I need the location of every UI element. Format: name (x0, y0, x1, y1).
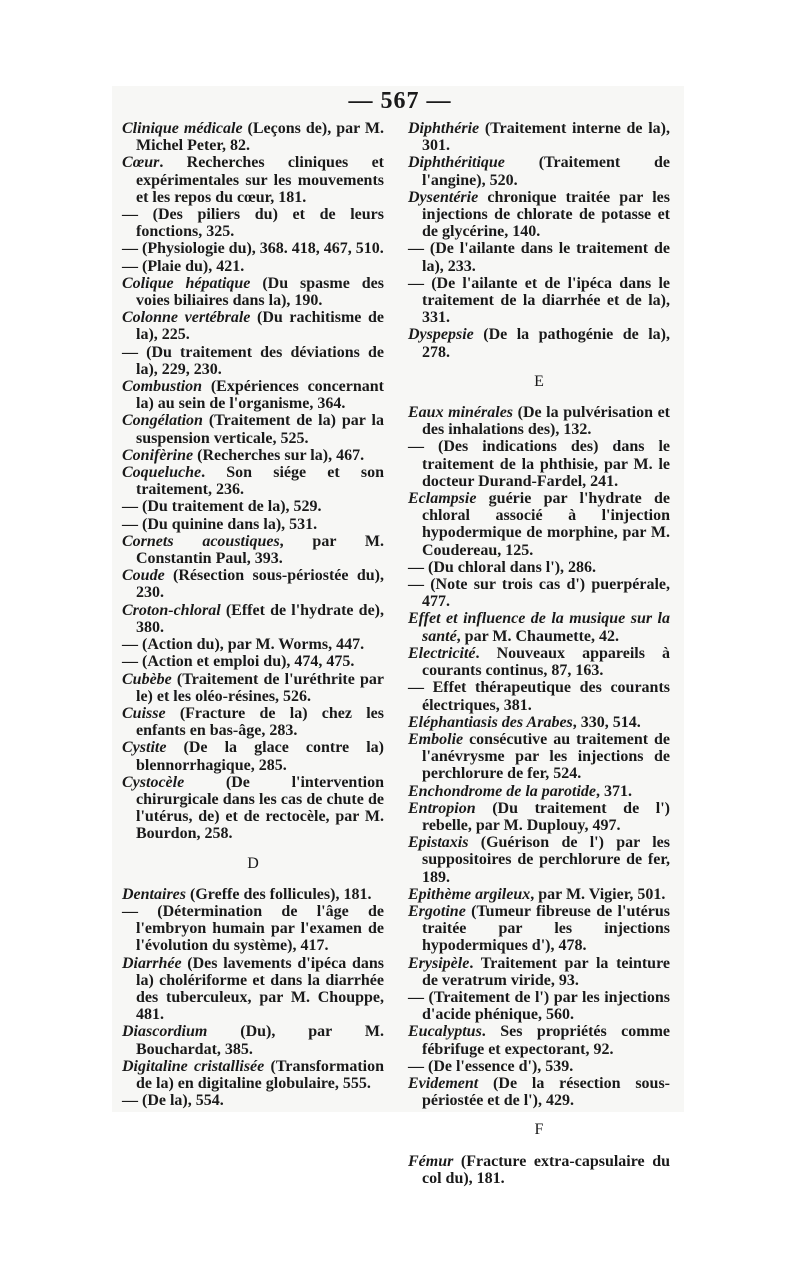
index-text: (Traitement de la) par la suspension verticale, 525. (136, 412, 384, 447)
index-text: (Transformation de la) en digitaline globulaire, 555. (136, 1057, 384, 1092)
index-entry (122, 1023, 384, 1057)
index-text: — (Physiologie du), 368. 418, 467, 510. (122, 240, 384, 258)
index-text: (Du), par M. Bouchardat, 385. (136, 1023, 384, 1058)
index-entry (408, 189, 670, 241)
left-column (122, 120, 384, 1109)
index-entry (122, 516, 384, 533)
index-text: guérie par l'hydrate de chloral associé à l'injection hypodermique de morphine, par M. Coudereau, 125. (422, 490, 670, 559)
index-text: , par M. Chaumette, 42. (456, 627, 620, 645)
index-entry (408, 120, 670, 154)
index-term: Eucalyptus (408, 1023, 482, 1041)
index-text: — (De l'ailante dans le traitement de la), 233. (408, 240, 670, 275)
index-text: — (Plaie du), 421. (122, 257, 245, 275)
index-entry (122, 120, 384, 154)
index-entry (408, 955, 670, 989)
index-entry (122, 602, 384, 636)
index-text: . Son siége et son traitement, 236. (136, 464, 384, 499)
right-column (408, 120, 670, 1187)
index-entry (122, 1058, 384, 1092)
index-entry (408, 438, 670, 490)
index-term: Entropion (408, 799, 476, 817)
index-entry (122, 412, 384, 446)
index-entry (408, 714, 670, 731)
index-text: — (Action du), par M. Worms, 447. (122, 636, 365, 654)
index-text: — (Action et emploi du), 474, 475. (122, 653, 355, 671)
index-term: Congélation (122, 412, 203, 430)
index-entry (408, 404, 670, 438)
index-entry (122, 258, 384, 275)
entries-letter-c (122, 120, 384, 843)
index-term: Eaux minérales (408, 404, 514, 422)
index-text: — (De l'ailante et de l'ipéca dans le traitement de la diarrhée et de la), 331. (408, 274, 670, 327)
index-text: — (Du quinine dans la), 531. (122, 515, 318, 533)
index-term: Diphthérie (408, 120, 480, 137)
index-entry (122, 739, 384, 773)
index-text: . Ses propriétés comme fébrifuge et expectorant, 92. (422, 1023, 670, 1058)
index-text: , par M. Vigier, 501. (530, 885, 666, 903)
index-term: Epistaxis (408, 834, 469, 852)
index-entry (408, 559, 670, 576)
index-term: Fémur (408, 1152, 454, 1170)
index-entry (122, 774, 384, 843)
index-term: Erysipèle (408, 954, 470, 972)
index-text: (Des lavements d'ipéca dans la) cholériforme et dans la diarrhée des tuberculeux, par M. Chouppe, 481. (136, 954, 384, 1024)
index-term: Epithème argileux (408, 885, 531, 903)
index-entry (408, 154, 670, 188)
index-entry (408, 886, 670, 903)
index-entry (122, 447, 384, 464)
index-term: Evidement (408, 1074, 479, 1092)
index-text: , 371. (596, 782, 633, 800)
index-entry (122, 275, 384, 309)
index-entry (122, 886, 384, 903)
index-text: (Traitement de l'angine), 520. (422, 154, 670, 189)
index-term: Colonne vertébrale (122, 309, 251, 327)
index-text: — (Traitement de l') par les injections d'acide phénique, 560. (408, 988, 670, 1024)
index-text: (Résection sous-périostée du), 230. (136, 567, 384, 602)
index-text: — (Note sur trois cas d') puerpérale, 477. (408, 576, 670, 611)
index-entry (408, 834, 670, 886)
index-entry (122, 903, 384, 955)
index-text: — Effet thérapeutique des courants électriques, 381. (408, 679, 670, 714)
index-entry (408, 610, 670, 644)
index-term: Effet et influence de la musique sur la santé (408, 610, 670, 645)
section-letter-e: E (534, 372, 544, 390)
index-entry (408, 783, 670, 800)
index-term: Cœur (122, 154, 160, 172)
index-entry (408, 1075, 670, 1109)
index-term: Conifèrine (122, 446, 194, 464)
index-text: (De la résection sous-périostée et de l'), 429. (422, 1074, 670, 1110)
index-text: — (De la), 554. (122, 1092, 224, 1110)
index-term: Diascordium (122, 1023, 208, 1041)
index-text: (Effet de l'hydrate de), 380. (136, 601, 384, 636)
index-text: (De l'intervention chirurgicale dans les cas de chute de l'utérus, de) et de rectocèle, par M. Bourdon, 258. (136, 773, 384, 843)
index-entry (122, 498, 384, 515)
index-text: consécutive au traitement de l'anévrysme par les injections de perchlorure de fer, 524. (422, 730, 670, 783)
index-entry (122, 154, 384, 206)
index-entry (408, 679, 670, 713)
index-text: . Recherches cliniques et expérimentales sur les mouvements et les repos du cœur, 181. (136, 154, 384, 206)
entries-letter-d (122, 886, 384, 1110)
index-entry (408, 1058, 670, 1075)
index-text: (De la pulvérisation et des inhalations des), 132. (422, 404, 670, 439)
index-text: (Du traitement de l') rebelle, par M. Duplouy, 497. (422, 799, 670, 834)
index-term: Cubèbe (122, 670, 172, 688)
index-entry (122, 1092, 384, 1109)
index-text: . Traitement par la teinture de veratrum viride, 93. (422, 954, 670, 989)
index-text: (Fracture de la) chez les enfants en bas-âge, 283. (136, 704, 384, 740)
index-entry (122, 671, 384, 705)
index-entry (122, 705, 384, 739)
index-entry (122, 309, 384, 343)
index-entry (122, 653, 384, 670)
index-entry (122, 533, 384, 567)
index-term: Coude (122, 567, 165, 585)
index-text: (De la glace contre la) blennorrhagique, 285. (136, 739, 384, 774)
index-text: . Nouveaux appareils à courants continus, 87, 163. (422, 644, 670, 680)
index-term: Dyspepsie (408, 326, 474, 344)
index-text: — (Détermination de l'âge de l'embryon humain par l'examen de l'évolution du système), 417. (122, 902, 384, 955)
index-entry (408, 326, 670, 360)
index-entry (408, 1153, 670, 1187)
index-entry (408, 989, 670, 1023)
index-term: Diarrhée (122, 954, 182, 972)
index-term: Eclampsie (408, 490, 477, 508)
index-term: Colique hépatique (122, 274, 251, 292)
index-text: , 330, 514. (572, 713, 641, 731)
entries-letter-d-continued (408, 120, 670, 361)
index-entry (408, 731, 670, 783)
index-entry (122, 464, 384, 498)
index-entry (408, 576, 670, 610)
index-term: Cystocèle (122, 773, 185, 791)
index-text: — (Du traitement de la), 529. (122, 498, 322, 516)
index-text: — (Des indications des) dans le traitement de la phthisie, par M. le docteur Durand-Fardel, 241. (408, 438, 670, 490)
index-term: Enchondrome de la parotide (408, 782, 597, 800)
index-term: Embolie (408, 730, 464, 748)
index-text: (Fracture extra-capsulaire du col du), 181. (422, 1152, 670, 1187)
index-text: (Leçons de), par M. Michel Peter, 82. (136, 120, 385, 155)
index-text: (Traitement de l'uréthrite par le) et les oléo-résines, 526. (136, 670, 384, 705)
index-entry (408, 800, 670, 834)
index-term: Diphthéritique (408, 154, 505, 172)
index-text: (Tumeur fibreuse de l'utérus traitée par les injections hypodermiques d'), 478. (422, 902, 670, 955)
index-term: Eléphantiasis des Arabes (408, 713, 573, 731)
index-term: Combustion (122, 378, 203, 396)
index-entry (408, 240, 670, 274)
index-term: Cornets acoustiques (122, 532, 280, 550)
index-entry (122, 240, 384, 257)
index-text: — (Du traitement des déviations de la), 229, 230. (122, 343, 384, 378)
index-text: — (De l'essence d'), 539. (408, 1057, 574, 1075)
index-text: (Greffe des follicules), 181. (186, 885, 372, 903)
index-text: (Expériences concernant la) au sein de l'organisme, 364. (136, 378, 384, 413)
index-text: (Traitement interne de la), 301. (422, 120, 670, 155)
entries-letter-f (408, 1153, 670, 1187)
index-term: Cuisse (122, 704, 166, 722)
index-term: Cystite (122, 739, 167, 757)
index-text: (Guérison de l') par les suppositoires de perchlorure de fer, 189. (422, 834, 670, 886)
index-entry (408, 490, 670, 559)
entries-letter-e (408, 404, 670, 1109)
index-term: Croton-chloral (122, 601, 221, 619)
index-text: (De la pathogénie de la), 278. (422, 326, 670, 361)
index-entry (122, 378, 384, 412)
index-term: Digitaline cristallisée (122, 1057, 265, 1075)
index-term: Dentaires (122, 885, 186, 903)
index-entry (122, 344, 384, 378)
index-term: Electricité (408, 644, 476, 662)
index-term: Clinique médicale (122, 120, 243, 137)
index-term: Ergotine (408, 902, 466, 920)
index-term: Dysentérie (408, 188, 479, 206)
page-number: — 567 — (348, 88, 452, 114)
index-text: chronique traitée par les injections de chlorate de potasse et de glycérine, 140. (422, 188, 670, 241)
index-text: , par M. Constantin Paul, 393. (136, 532, 384, 568)
index-text: — (Du chloral dans l'), 286. (408, 558, 597, 576)
index-entry (408, 645, 670, 679)
index-text: (Recherches sur la), 467. (193, 446, 365, 464)
index-entry (408, 1023, 670, 1057)
section-letter-d: D (247, 854, 259, 872)
index-term: Coqueluche (122, 464, 202, 482)
index-entry (408, 903, 670, 955)
index-entry (122, 955, 384, 1024)
index-text: — (Des piliers du) et de leurs fonctions, 325. (122, 206, 384, 241)
index-text: (Du spasme des voies biliaires dans la), 190. (136, 274, 384, 310)
index-text: (Du rachitisme de la), 225. (136, 309, 384, 344)
index-entry (122, 567, 384, 601)
index-entry (122, 206, 384, 240)
section-letter-f: F (534, 1121, 544, 1139)
index-entry (408, 275, 670, 327)
index-entry (122, 636, 384, 653)
